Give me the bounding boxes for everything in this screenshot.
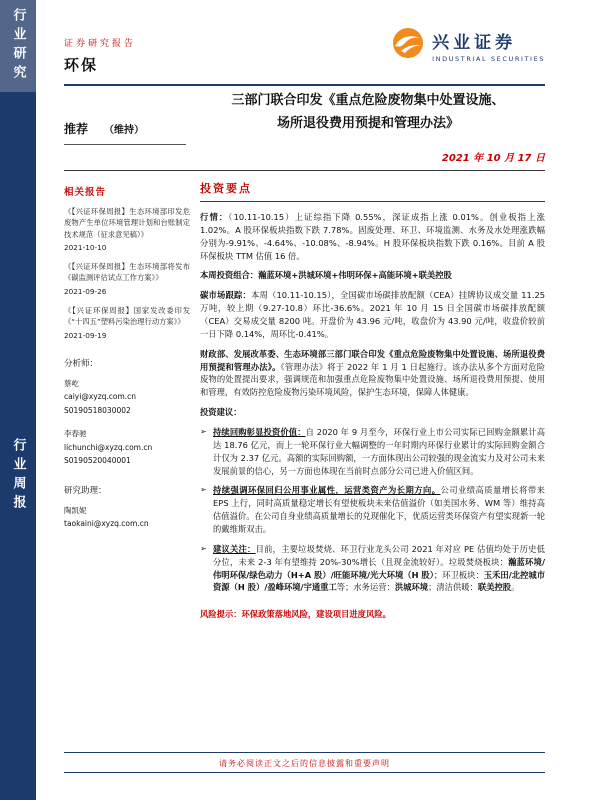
sidebar-top-block (0, 0, 36, 92)
related-report-item (64, 305, 190, 341)
analyst-email: caiyi@xyzq.com.cn (64, 392, 137, 402)
advice-bullet-buyback (200, 426, 545, 477)
left-column (64, 184, 190, 541)
assistant-entry (64, 504, 190, 531)
market-review-paragraph: 行情：（10.11-10.15）上证综指下降 0.55%，深证成指上涨 0.01%。创业板指上涨 1.02%。A 股环保板块指数下跌 7.78%。固废处理、环卫、环境监测、水务及水处理涨跌幅分别为-9.91%、-4.64%、-10.08%、-8.94%。H 股环保板块指数下跌 0.16%。目前 A 股环保板块 TTM 估值 16 倍。 (200, 212, 545, 261)
related-report-title: 《【兴证环保周报】生态环境部印发危废物产生单位环境管理计划和台账制定技术规范（征求意见稿）》 (64, 207, 190, 239)
related-report-item (64, 261, 190, 297)
related-report-item (64, 206, 190, 253)
related-report-title: 《【兴证环保周报】生态环境部将发布《碳监测评估试点工作方案》》 (64, 262, 190, 283)
rating-label: 推荐 (64, 122, 89, 136)
risk-warning: 风险提示：环保政策落地风险，建设项目进度风险。 (200, 609, 391, 620)
advice-bullet-text: 持续回购彰显投资价值：自 2020 年 9 月至今，环保行业上市公司实际已回购金额累计高达 18.76 亿元，而上一轮环保行业大幅调整的一年时期内环保行业累计的实际回购金额合计仅为 2.37 亿元。高额的实际回购额，一方面体现出公司较强的现金流实力及对公司未来发展前景的信心，另一方面也体现在当前时点部分公司已进入价值区间。 (213, 427, 545, 476)
bullet-arrow-icon: ➢ (200, 427, 207, 437)
report-title-line2: 场所退役费用预提和管理办法》 (276, 115, 459, 131)
related-report-date: 2021-09-19 (64, 330, 107, 340)
analyst-entry (64, 427, 190, 468)
related-reports-heading: 相关报告 (64, 187, 107, 198)
header-divider (64, 84, 545, 86)
main-column (200, 180, 545, 628)
related-report-date: 2021-10-10 (64, 242, 107, 252)
bullet-arrow-icon: ➢ (200, 543, 207, 553)
brand-name-cn: 兴业证券 (432, 32, 517, 53)
policy-news-paragraph: 财政部、发展改革委、生态环境部三部门联合印发《重点危险废物集中处置设施、场所退役费用预提和管理办法》。《管理办法》将于 2022 年 1 月 1 日起施行。该办法从多个方面对危险废物的处置提出要求，强调规范和加强重点危险废物集中处置设施、场所退役费用预提、使用和管理，有效防控危险废物污染环境风险，保护生态环境，保障人体健康。 (200, 348, 545, 398)
analyst-name: 李春驰 (64, 429, 87, 439)
title-divider (64, 170, 545, 171)
footer-disclaimer: 请务必阅读正文之后的信息披露和重要声明 (219, 759, 390, 768)
analyst-entry (64, 377, 190, 418)
advice-bullet-utility (200, 484, 545, 535)
analyst-section-label: 分析师： (64, 358, 99, 369)
brand-name-en: INDUSTRIAL SECURITIES (432, 54, 545, 63)
investment-advice-heading: 投资建议： (200, 407, 242, 418)
assistant-section-label: 研究助理： (64, 485, 107, 496)
analyst-name: 蔡屹 (64, 378, 79, 388)
analyst-license-number: S0190520040001 (64, 456, 131, 466)
sidebar-weekly-label: 行业周报 (10, 438, 26, 514)
report-title (188, 90, 548, 136)
carbon-market-paragraph: 碳市场跟踪：本周（10.11-10.15），全国碳市场碳排放配额（CEA）挂牌协议成交量 11.25 万吨，较上期（9.27-10.8）环比-36.6%。2021 年 10 月 15 日全国碳市场碳排放配额（CEA）交易成交量 8200 吨。开盘价为 43.96 元/吨，收盘价为 43.90 元/吨，收盘价较前一日下降 0.14%，周环比-0.41%。 (200, 290, 545, 339)
advice-bullet-watchlist (200, 543, 545, 594)
analyst-license-number: S0190518030002 (64, 405, 131, 415)
analyst-email: lichunchi@xyzq.com.cn (64, 442, 153, 452)
left-sidebar (0, 0, 36, 800)
related-report-title: 《【兴证环保周报】国家发改委印发《“十四五”塑料污染治理行动方案》》 (64, 306, 190, 327)
weekly-portfolio-paragraph: 本周投资组合：瀚蓝环境+洪城环境+伟明环保+高能环境+联美控股 (200, 270, 452, 281)
bullet-arrow-icon: ➢ (200, 485, 207, 495)
sidebar-weekly-block (0, 438, 36, 514)
advice-bullet-text: 持续强调环保回归公用事业属性，运营类资产为长期方向。公司业绩高质量增长将带来 EPS 上行，同时高质量稳定增长有望使板块未来估值溢价（如美国水务、WM 等）维持高估值溢价。在公司自身业绩高质量增长的兑现催化下，优质运营类环保资产有望实现新一轮的戴维斯双击。 (213, 485, 545, 535)
sidebar-industry-research-label: 行业研究 (10, 8, 26, 84)
key-points-heading: 投资要点 (200, 180, 545, 202)
report-date: 2021 年 10 月 17 日 (441, 153, 545, 164)
advice-bullet-text: 建议关注：目前，主要垃圾焚烧、环卫行业龙头公司 2021 年对应 PE 估值均处于历史低分位，未来 2-3 年有望维持 20%-30%增长（且现金流较好）。垃圾焚烧板块：瀚蓝环境/伟明环保/绿色动力（H+A 股）/旺能环境/光大环境（H 股）；环卫板块：玉禾田/北控城市资源（H 股）/盈峰环境/宇通重工等；水务运营：洪城环境；清洁供暖：联美控股。 (213, 543, 545, 593)
assistant-email: taokaini@xyzq.com.cn (64, 519, 149, 529)
assistant-name: 陶凯妮 (64, 505, 87, 515)
report-type-label: 证券研究报告 (64, 39, 137, 49)
brand-logo-icon (391, 26, 425, 64)
brand-logo (391, 26, 545, 64)
related-report-date: 2021-09-26 (64, 286, 107, 296)
footer-divider-bottom (64, 772, 545, 773)
brand-text-block (432, 28, 545, 63)
rating-block (64, 118, 186, 145)
rating-status: （维持） (104, 125, 145, 136)
report-title-line1: 三部门联合印发《重点危险废物集中处置设施、 (231, 93, 505, 108)
industry-label: 环保 (64, 56, 99, 74)
footer-divider-top (64, 752, 545, 753)
